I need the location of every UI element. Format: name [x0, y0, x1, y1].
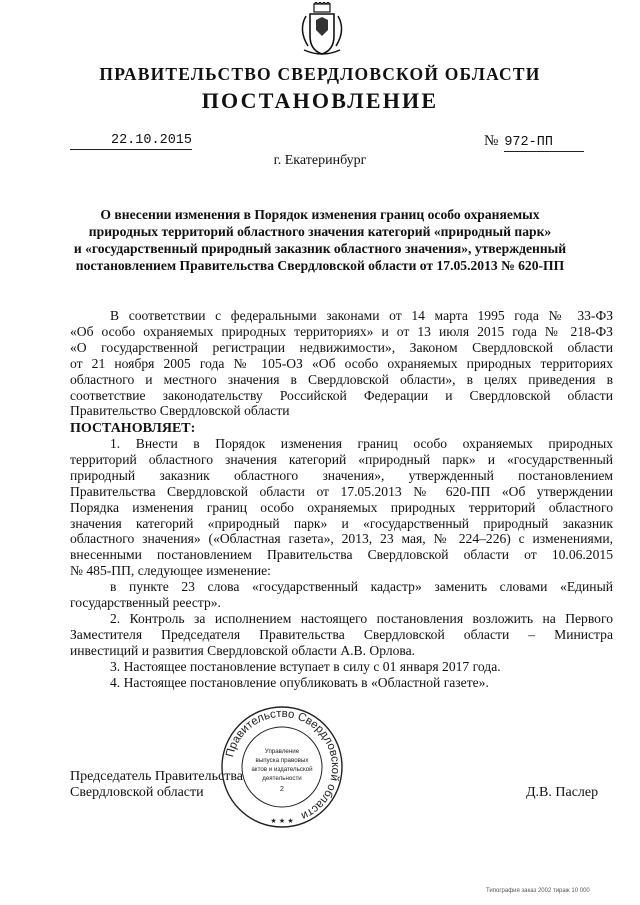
number-sign: №: [484, 133, 499, 149]
stamp-inner-line: Управление: [264, 748, 300, 755]
text-line: областного и местного значения в Свердловской области», в целях приведения в: [70, 371, 613, 387]
title-line: и «государственный природный заказник областного значения», утвержденный: [73, 241, 567, 256]
resolution-items: [70, 436, 613, 691]
signatory-position: [70, 769, 243, 801]
document-number-block: [484, 133, 602, 152]
title-line: природных территорий областного значения категорий «природный парк»: [88, 224, 552, 239]
coat-of-arms-emblem: [296, 2, 348, 58]
text-line: Правительства Свердловской области от 17.05.2013 № 620-ПП «Об утверждении: [70, 483, 613, 499]
text-line: «Об особо охраняемых природных территориях» и от 13 июля 2015 года № 218-ФЗ: [70, 323, 613, 339]
text-line: инвестиций и развития Свердловской области А.В. Орлова.: [70, 642, 416, 658]
signatory-name: Д.В. Паслер: [526, 785, 599, 800]
issue-city: г. Екатеринбург: [273, 153, 367, 168]
position-line: Председатель Правительства: [70, 769, 243, 784]
text-line: 2. Контроль за исполнением настоящего постановления возложить на Первого: [110, 610, 613, 626]
text-line: значения категорий «природный парк» и «государственный природный заказник: [70, 515, 613, 531]
text-line: 4. Настоящее постановление опубликовать в «Областной газете».: [110, 674, 489, 690]
official-stamp: [220, 705, 344, 829]
text-line: «О государственной регистрации недвижимости», Законом Свердловской области: [70, 339, 613, 355]
text-line: 1. Внести в Порядок изменения границ особо охраняемых природных: [110, 436, 613, 451]
document-type-heading: ПОСТАНОВЛЕНИЕ: [201, 88, 439, 113]
stamp-stars: ★ ★ ★: [270, 817, 294, 825]
stamp-inner-line: актов и издательской: [251, 766, 313, 773]
text-line: территорий областного значения категорий «природный парк» и «государственный: [70, 451, 613, 467]
government-title: ПРАВИТЕЛЬСТВО СВЕРДЛОВСКОЙ ОБЛАСТИ: [99, 64, 541, 84]
document-number: 972-ПП: [504, 135, 584, 152]
position-line: Свердловской области: [70, 785, 204, 800]
text-line: от 21 ноября 2005 года № 105-ОЗ «Об особо охраняемых природных территориях: [70, 355, 613, 371]
stamp-number: 2: [280, 786, 284, 793]
title-line: постановлением Правительства Свердловской области от 17.05.2013 № 620-ПП: [75, 258, 565, 273]
stamp-ring-text: Правительство Свердловской области: [224, 707, 342, 822]
text-line: Заместителя Председателя Правительства Свердловской области – Министра: [70, 626, 613, 642]
resolves-label: ПОСТАНОВЛЯЕТ:: [70, 421, 196, 436]
text-line: Порядка изменения границ особо охраняемых природных территорий областного: [70, 499, 613, 515]
preamble-paragraph: [70, 308, 613, 419]
stamp-inner-line: выпуска правовых: [255, 757, 309, 764]
text-line: В соответствии с федеральными законами от 14 марта 1995 года № 33-ФЗ: [110, 308, 613, 323]
document-date: 22.10.2015: [70, 133, 192, 150]
stamp-inner-line: деятельности: [262, 775, 302, 782]
print-footer-note: Типография заказ 2002 тираж 10 000: [486, 888, 590, 894]
document-title: [60, 206, 580, 274]
text-line: Правительство Свердловской области: [70, 403, 290, 419]
text-line: в пункте 23 слова «государственный кадастр» заменить словами «Единый: [110, 579, 613, 595]
text-line: внесенными постановлением Правительства Свердловской области от 10.06.2015: [70, 547, 613, 563]
text-line: № 485-ПП, следующее изменение:: [70, 563, 271, 579]
text-line: природный заказник областного значения», утвержденный постановлением: [70, 467, 613, 483]
text-line: государственный реестр».: [70, 595, 221, 611]
text-line: областного значения» («Областная газета», 2013, 23 мая, № 224–226) с изменениями,: [70, 531, 613, 547]
text-line: 3. Настоящее постановление вступает в силу с 01 января 2017 года.: [110, 658, 501, 674]
title-line: О внесении изменения в Порядок изменения границ особо охраняемых: [100, 207, 540, 222]
text-line: соответствие законодательству Российской Федерации и Свердловской области: [70, 387, 613, 403]
